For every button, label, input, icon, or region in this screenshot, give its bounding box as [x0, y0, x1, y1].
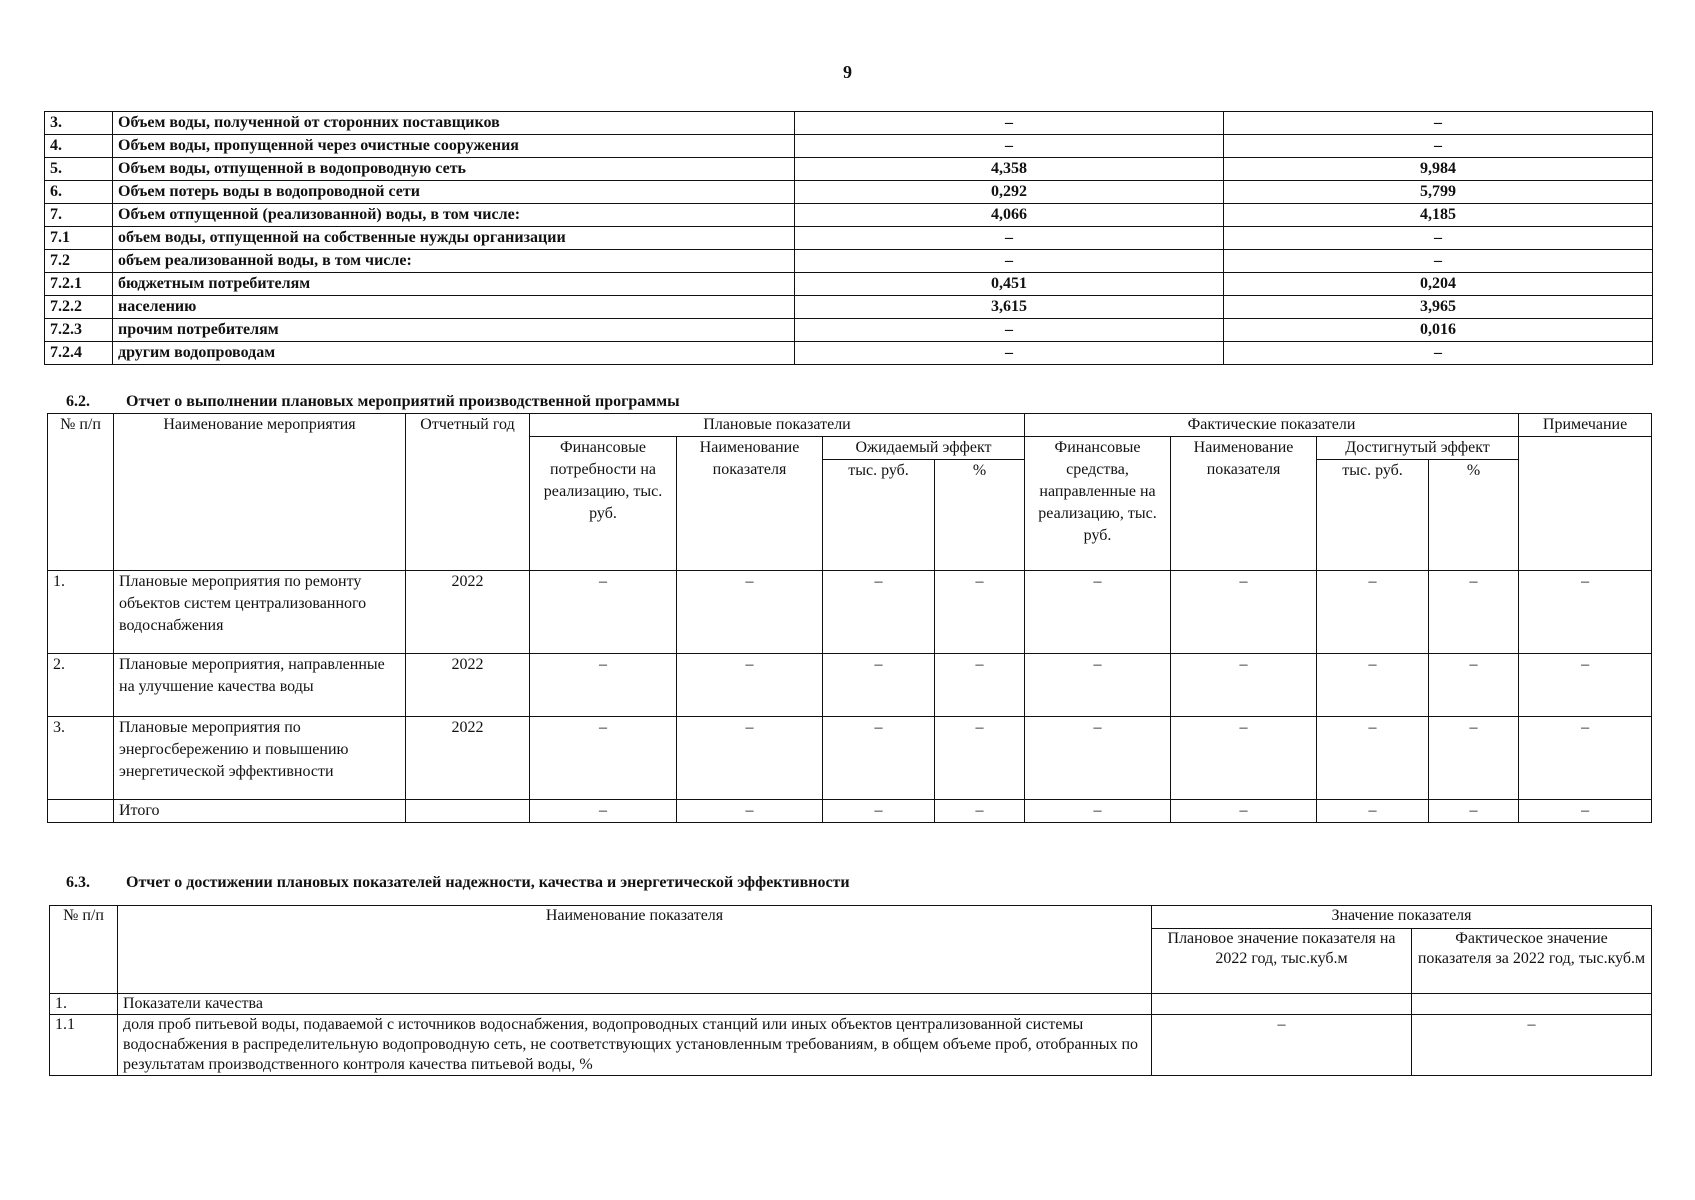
- value-col-1: 4,066: [795, 204, 1224, 227]
- header-activity-name: Наименование мероприятия: [114, 414, 406, 571]
- activity-value-cell: –: [1519, 717, 1652, 800]
- row-name: объем воды, отпущенной на собственные нужды организации: [113, 227, 795, 250]
- indicator-number: 1.: [50, 994, 118, 1015]
- indicators-table: [49, 905, 1652, 1076]
- row-name: прочим потребителям: [113, 319, 795, 342]
- table-row: [45, 250, 1653, 273]
- row-number: 6.: [45, 181, 113, 204]
- header-indicator-value: Значение показателя: [1152, 906, 1652, 929]
- header-num: № п/п: [48, 414, 114, 571]
- activity-value-cell: –: [935, 654, 1025, 717]
- row-name: бюджетным потребителям: [113, 273, 795, 296]
- total-value-cell: –: [823, 800, 935, 823]
- planned-activities-table: [47, 413, 1652, 823]
- activity-value-cell: –: [530, 654, 677, 717]
- header-achieved-trub: тыс. руб.: [1317, 460, 1429, 571]
- activity-value-cell: –: [1025, 717, 1171, 800]
- header-indicator-name-63: Наименование показателя: [118, 906, 1152, 994]
- activity-value-cell: –: [1317, 717, 1429, 800]
- activity-number: 3.: [48, 717, 114, 800]
- activity-value-cell: –: [1317, 654, 1429, 717]
- table-row: [45, 204, 1653, 227]
- activity-value-cell: –: [1429, 571, 1519, 654]
- table-row: [45, 158, 1653, 181]
- section-6-2-number: 6.2.: [66, 393, 90, 410]
- total-row: [48, 800, 1652, 823]
- activity-value-cell: –: [530, 717, 677, 800]
- row-number: 5.: [45, 158, 113, 181]
- section-6-2-heading: [66, 393, 680, 411]
- value-col-1: –: [795, 135, 1224, 158]
- page-number: 9: [843, 62, 852, 82]
- activity-value-cell: –: [677, 654, 823, 717]
- value-col-1: –: [795, 319, 1224, 342]
- total-value-cell: –: [1317, 800, 1429, 823]
- activity-value-cell: –: [677, 571, 823, 654]
- value-col-1: 3,615: [795, 296, 1224, 319]
- activity-name: Плановые мероприятия по энергосбережению и повышению энергетической эффективности: [114, 717, 406, 800]
- value-col-1: 0,451: [795, 273, 1224, 296]
- total-value-cell: –: [677, 800, 823, 823]
- activity-year: 2022: [406, 571, 530, 654]
- activity-year: 2022: [406, 717, 530, 800]
- value-col-1: –: [795, 250, 1224, 273]
- row-name: Объем воды, отпущенной в водопроводную сеть: [113, 158, 795, 181]
- header-fin-need: Финансовые потребности на реализацию, тыс. руб.: [530, 437, 677, 571]
- activity-value-cell: –: [1519, 571, 1652, 654]
- header-indicator-name: Наименование показателя: [677, 437, 823, 571]
- activity-value-cell: –: [677, 717, 823, 800]
- row-number: 7.2.2: [45, 296, 113, 319]
- total-value-cell: –: [935, 800, 1025, 823]
- total-value-cell: –: [530, 800, 677, 823]
- activity-number: 2.: [48, 654, 114, 717]
- activity-value-cell: –: [1025, 571, 1171, 654]
- section-6-2-title: Отчет о выполнении плановых мероприятий производственной программы: [126, 393, 680, 410]
- value-col-2: –: [1224, 250, 1653, 273]
- indicator-name: доля проб питьевой воды, подаваемой с источников водоснабжения, водопроводных станций или иных объектов централизованной системы водоснабжения в распределительную водопроводную сеть, не соответствующих установленным требованиям, в общем объеме проб, отобранных по результатам производственного контроля качества питьевой воды, %: [118, 1015, 1152, 1076]
- row-number: 7.2.4: [45, 342, 113, 365]
- water-balance-table: [44, 111, 1653, 365]
- value-col-2: –: [1224, 135, 1653, 158]
- value-col-2: –: [1224, 342, 1653, 365]
- row-number: 7.2.1: [45, 273, 113, 296]
- value-col-1: –: [795, 342, 1224, 365]
- value-col-1: –: [795, 227, 1224, 250]
- header-report-year: Отчетный год: [406, 414, 530, 571]
- row-name: другим водопроводам: [113, 342, 795, 365]
- row-number: 4.: [45, 135, 113, 158]
- header-num-63: № п/п: [50, 906, 118, 994]
- value-col-2: –: [1224, 227, 1653, 250]
- indicator-planned-value: –: [1152, 1015, 1412, 1076]
- activity-value-cell: –: [1171, 654, 1317, 717]
- total-value-cell: –: [1025, 800, 1171, 823]
- total-year: [406, 800, 530, 823]
- row-number: 7.2: [45, 250, 113, 273]
- total-label: Итого: [114, 800, 406, 823]
- row-name: Объем воды, пропущенной через очистные сооружения: [113, 135, 795, 158]
- activity-value-cell: –: [823, 654, 935, 717]
- value-col-2: 4,185: [1224, 204, 1653, 227]
- table-row: [45, 296, 1653, 319]
- row-name: объем реализованной воды, в том числе:: [113, 250, 795, 273]
- row-name: Объем воды, полученной от сторонних поставщиков: [113, 112, 795, 135]
- activity-value-cell: –: [823, 571, 935, 654]
- activity-name: Плановые мероприятия, направленные на улучшение качества воды: [114, 654, 406, 717]
- table-row: [50, 994, 1652, 1015]
- row-name: Объем потерь воды в водопроводной сети: [113, 181, 795, 204]
- total-value-cell: –: [1429, 800, 1519, 823]
- header-note-empty: [1519, 437, 1652, 571]
- header-note: Примечание: [1519, 414, 1652, 437]
- section-6-3-heading: [66, 874, 850, 892]
- section-6-3-number: 6.3.: [66, 874, 90, 891]
- value-col-1: 0,292: [795, 181, 1224, 204]
- header-actual-value: Фактическое значение показателя за 2022 год, тыс.куб.м: [1412, 929, 1652, 994]
- value-col-1: –: [795, 112, 1224, 135]
- header-expected-effect: Ожидаемый эффект: [823, 437, 1025, 460]
- header-expected-trub: тыс. руб.: [823, 460, 935, 571]
- row-name: населению: [113, 296, 795, 319]
- header-indicator-name-actual: Наименование показателя: [1171, 437, 1317, 571]
- activity-value-cell: –: [530, 571, 677, 654]
- indicator-planned-value: [1152, 994, 1412, 1015]
- activity-year: 2022: [406, 654, 530, 717]
- header-planned: Плановые показатели: [530, 414, 1025, 437]
- activity-value-cell: –: [1171, 571, 1317, 654]
- table-row: [45, 135, 1653, 158]
- value-col-2: 9,984: [1224, 158, 1653, 181]
- header-achieved-pct: %: [1429, 460, 1519, 571]
- table-row: [45, 181, 1653, 204]
- row-number: 7.1: [45, 227, 113, 250]
- table-row: [48, 654, 1652, 717]
- value-col-2: 5,799: [1224, 181, 1653, 204]
- activity-value-cell: –: [935, 571, 1025, 654]
- indicator-number: 1.1: [50, 1015, 118, 1076]
- table-row: [50, 1015, 1652, 1076]
- value-col-2: 0,016: [1224, 319, 1653, 342]
- section-6-3-title: Отчет о достижении плановых показателей надежности, качества и энергетической эффективности: [126, 874, 850, 891]
- table-row: [48, 571, 1652, 654]
- value-col-2: –: [1224, 112, 1653, 135]
- header-expected-pct: %: [935, 460, 1025, 571]
- indicator-actual-value: –: [1412, 1015, 1652, 1076]
- value-col-2: 3,965: [1224, 296, 1653, 319]
- activity-value-cell: –: [1171, 717, 1317, 800]
- row-number: 7.: [45, 204, 113, 227]
- table-row: [45, 342, 1653, 365]
- total-number: [48, 800, 114, 823]
- value-col-2: 0,204: [1224, 273, 1653, 296]
- activity-value-cell: –: [1519, 654, 1652, 717]
- table-row: [48, 717, 1652, 800]
- total-value-cell: –: [1171, 800, 1317, 823]
- header-fin-sent: Финансовые средства, направленные на реализацию, тыс. руб.: [1025, 437, 1171, 571]
- activity-value-cell: –: [1025, 654, 1171, 717]
- indicator-name: Показатели качества: [118, 994, 1152, 1015]
- table-row: [45, 227, 1653, 250]
- header-achieved-effect: Достигнутый эффект: [1317, 437, 1519, 460]
- activity-name: Плановые мероприятия по ремонту объектов систем централизованного водоснабжения: [114, 571, 406, 654]
- activity-value-cell: –: [935, 717, 1025, 800]
- table-row: [45, 273, 1653, 296]
- value-col-1: 4,358: [795, 158, 1224, 181]
- row-number: 3.: [45, 112, 113, 135]
- indicator-actual-value: [1412, 994, 1652, 1015]
- header-actual: Фактические показатели: [1025, 414, 1519, 437]
- activity-value-cell: –: [1429, 717, 1519, 800]
- total-value-cell: –: [1519, 800, 1652, 823]
- activity-value-cell: –: [1317, 571, 1429, 654]
- activity-value-cell: –: [823, 717, 935, 800]
- activity-value-cell: –: [1429, 654, 1519, 717]
- table-row: [45, 319, 1653, 342]
- activity-number: 1.: [48, 571, 114, 654]
- row-name: Объем отпущенной (реализованной) воды, в том числе:: [113, 204, 795, 227]
- table-row: [45, 112, 1653, 135]
- row-number: 7.2.3: [45, 319, 113, 342]
- header-planned-value: Плановое значение показателя на 2022 год, тыс.куб.м: [1152, 929, 1412, 994]
